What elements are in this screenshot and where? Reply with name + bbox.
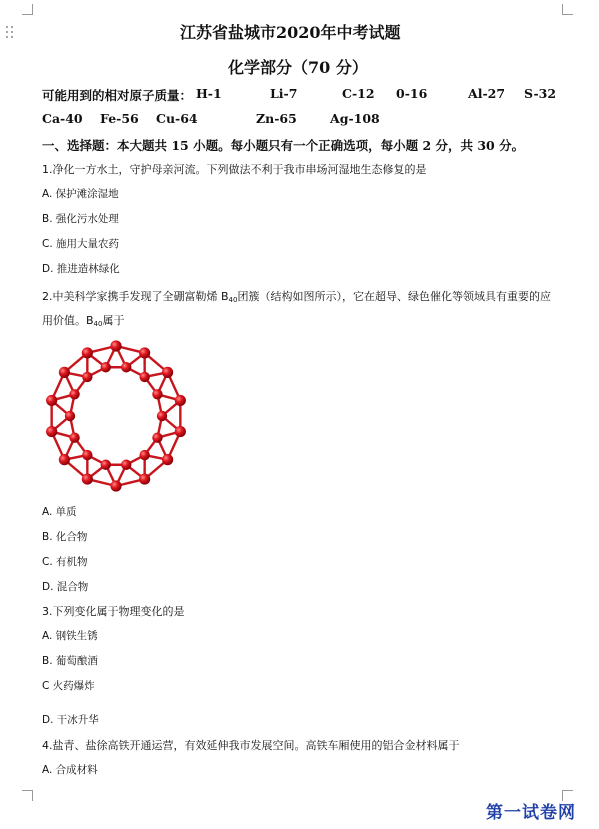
q1-option-a: A. 保护滩涂湿地 bbox=[42, 188, 119, 200]
page-title: 江苏省盐城市2020年中考试题 bbox=[180, 23, 401, 42]
boron-atom bbox=[152, 432, 162, 442]
q1-option-c: C. 施用大量农药 bbox=[42, 238, 120, 250]
boron-atom bbox=[162, 454, 173, 465]
boron-atom bbox=[69, 432, 79, 442]
boron-atom bbox=[139, 473, 150, 484]
boron-atom bbox=[139, 372, 149, 382]
boron-atom bbox=[46, 426, 57, 437]
mass-s: S-32 bbox=[524, 86, 557, 101]
corner-mark-top-right bbox=[562, 4, 573, 15]
boron-atom bbox=[175, 395, 186, 406]
mass-zn: Zn-65 bbox=[256, 111, 297, 126]
corner-mark-top-left bbox=[22, 4, 33, 15]
q3-option-d: D. 干冰升华 bbox=[42, 714, 99, 726]
section-heading: 一、选择题：本大题共 15 小题。每小题只有一个正确选项，每小题 2 分，共 30 分。 bbox=[42, 138, 525, 153]
boron-atom bbox=[121, 460, 131, 470]
boron-atom bbox=[110, 480, 121, 491]
q2-option-c: C. 有机物 bbox=[42, 556, 88, 568]
boron-atom bbox=[65, 411, 75, 421]
boron-atom bbox=[82, 450, 92, 460]
drag-handle-icon[interactable] bbox=[6, 26, 16, 38]
mass-h: H-1 bbox=[196, 86, 222, 101]
mass-c: C-12 bbox=[342, 86, 375, 101]
q1-option-b: B. 强化污水处理 bbox=[42, 213, 119, 225]
boron-atom bbox=[46, 395, 57, 406]
mass-fe: Fe-56 bbox=[100, 111, 139, 126]
boron-atom bbox=[59, 454, 70, 465]
masses-label: 可能用到的相对原子质量： bbox=[42, 88, 193, 103]
q2-stem-line2: 用价值。$B_{40}$属于 bbox=[42, 314, 125, 328]
boron-atom bbox=[139, 450, 149, 460]
mass-li: Li-7 bbox=[270, 86, 298, 101]
boron-atom bbox=[175, 426, 186, 437]
boron-atom bbox=[82, 473, 93, 484]
boron-atom bbox=[82, 372, 92, 382]
boron-atom bbox=[121, 362, 131, 372]
mass-ca: Ca-40 bbox=[42, 111, 83, 126]
q2-option-b: B. 化合物 bbox=[42, 531, 88, 543]
q1-stem: 1.净化一方水土，守护母亲河流。下列做法不利于我市串场河湿地生态修复的是 bbox=[42, 163, 427, 176]
mass-al: Al-27 bbox=[468, 86, 506, 101]
q2-option-a: A. 单质 bbox=[42, 506, 77, 518]
q3-option-c: C 火药爆炸 bbox=[42, 680, 95, 692]
boron-atom bbox=[139, 347, 150, 358]
q3-option-b: B. 葡萄酿酒 bbox=[42, 655, 98, 667]
site-watermark: 第一试卷网 bbox=[486, 803, 576, 823]
page-subtitle: 化学部分（70 分） bbox=[228, 58, 368, 77]
boron-atom bbox=[82, 347, 93, 358]
boron-atom bbox=[101, 362, 111, 372]
q3-option-a: A. 钢铁生锈 bbox=[42, 630, 98, 642]
corner-mark-bottom-left bbox=[22, 790, 33, 801]
q2-stem-line1: 2.中美科学家携手发现了全硼富勒烯 $B_{40}$团簇（结构如图所示），它在超导、绿色催化等领域具有重要的应 bbox=[42, 290, 551, 304]
boron-atom bbox=[162, 367, 173, 378]
q3-stem: 3.下列变化属于物理变化的是 bbox=[42, 605, 185, 618]
boron-atom bbox=[152, 389, 162, 399]
mass-ag: Ag-108 bbox=[330, 111, 380, 126]
q2-option-d: D. 混合物 bbox=[42, 581, 89, 593]
boron-atom bbox=[157, 411, 167, 421]
boron-atom bbox=[101, 460, 111, 470]
boron-atom bbox=[110, 340, 121, 351]
mass-cu: Cu-64 bbox=[156, 111, 198, 126]
q1-option-d: D. 推进造林绿化 bbox=[42, 263, 120, 275]
boron-atom bbox=[69, 389, 79, 399]
boron-atom bbox=[59, 367, 70, 378]
q4-stem: 4.盐青、盐徐高铁开通运营，有效延伸我市发展空间。高铁车厢使用的铝合金材料属于 bbox=[42, 739, 460, 752]
q4-option-a: A. 合成材料 bbox=[42, 764, 98, 776]
b40-cluster-figure bbox=[40, 334, 192, 494]
mass-o: 0-16 bbox=[396, 86, 428, 101]
